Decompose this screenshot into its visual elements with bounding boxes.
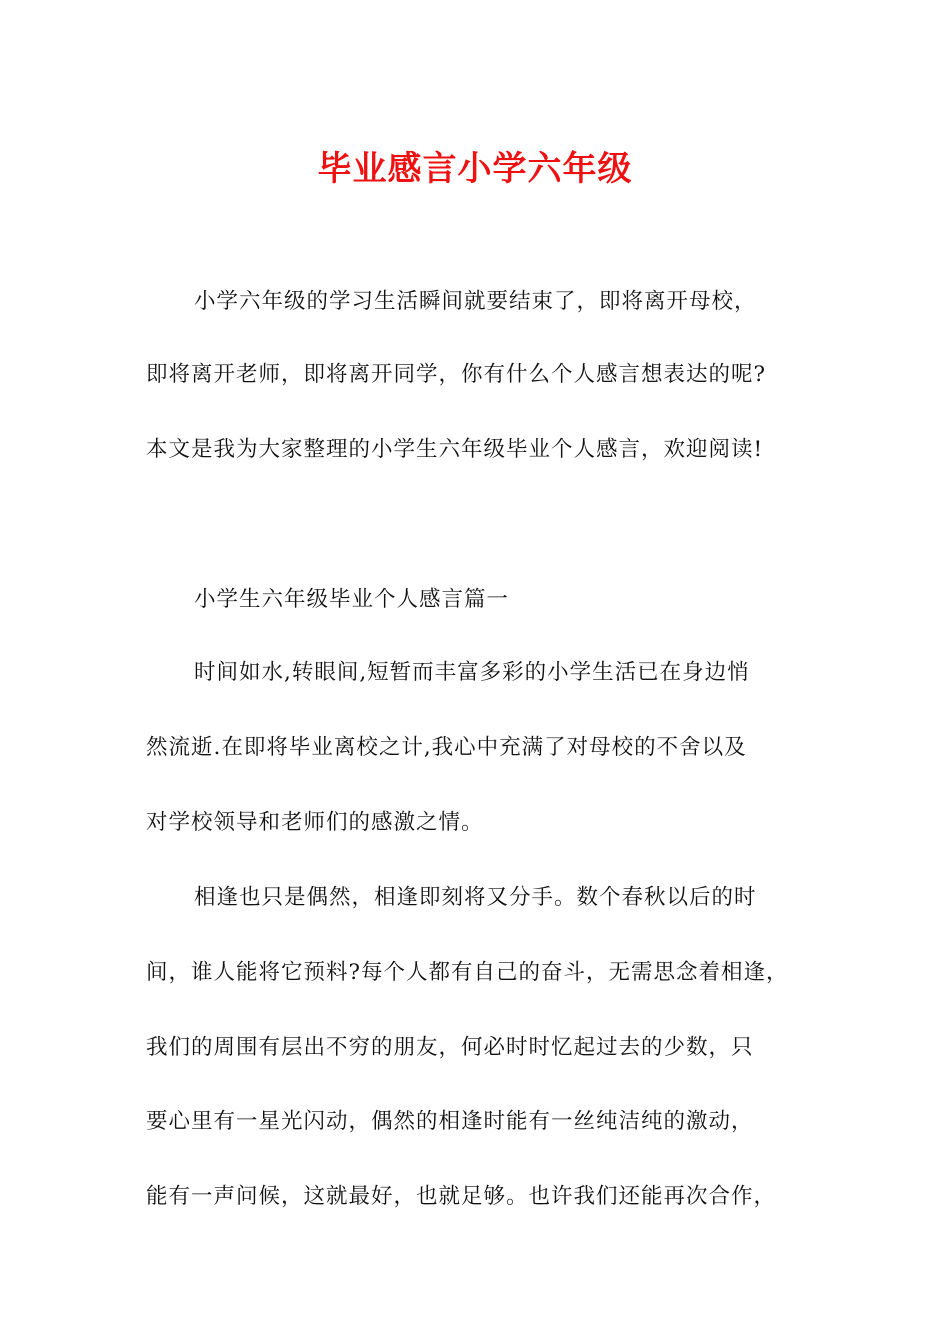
- paragraph2-line-4: 要心里有一星光闪动，偶然的相逢时能有一丝纯洁纯的激动，: [146, 1109, 754, 1134]
- paragraph2-line-2: 间，谁人能将它预料?每个人都有自己的奋斗，无需思念着相逢，: [146, 960, 789, 985]
- paragraph1-line-2: 然流逝.在即将毕业离校之计,我心中充满了对母校的不舍以及: [146, 735, 747, 760]
- intro-line-3: 本文是我为大家整理的小学生六年级毕业个人感言，欢迎阅读!: [146, 437, 764, 462]
- intro-line-1: 小学六年级的学习生活瞬间就要结束了，即将离开母校，: [194, 289, 757, 314]
- intro-line-2: 即将离开老师，即将离开同学，你有什么个人感言想表达的呢?: [146, 362, 767, 387]
- document-title: 毕业感言小学六年级: [317, 149, 633, 189]
- paragraph2-line-5: 能有一声问候，这就最好，也就足够。也许我们还能再次合作，: [146, 1184, 777, 1209]
- paragraph2-line-3: 我们的周围有层出不穷的朋友，何必时时忆起过去的少数，只: [146, 1035, 754, 1060]
- paragraph1-line-1: 时间如水,转眼间,短暂而丰富多彩的小学生活已在身边悄: [194, 660, 750, 685]
- paragraph1-line-3: 对学校领导和老师们的感激之情。: [146, 810, 484, 835]
- paragraph2-line-1: 相逢也只是偶然，相逢即刻将又分手。数个春秋以后的时: [194, 885, 757, 910]
- section-heading: 小学生六年级毕业个人感言篇一: [194, 587, 510, 612]
